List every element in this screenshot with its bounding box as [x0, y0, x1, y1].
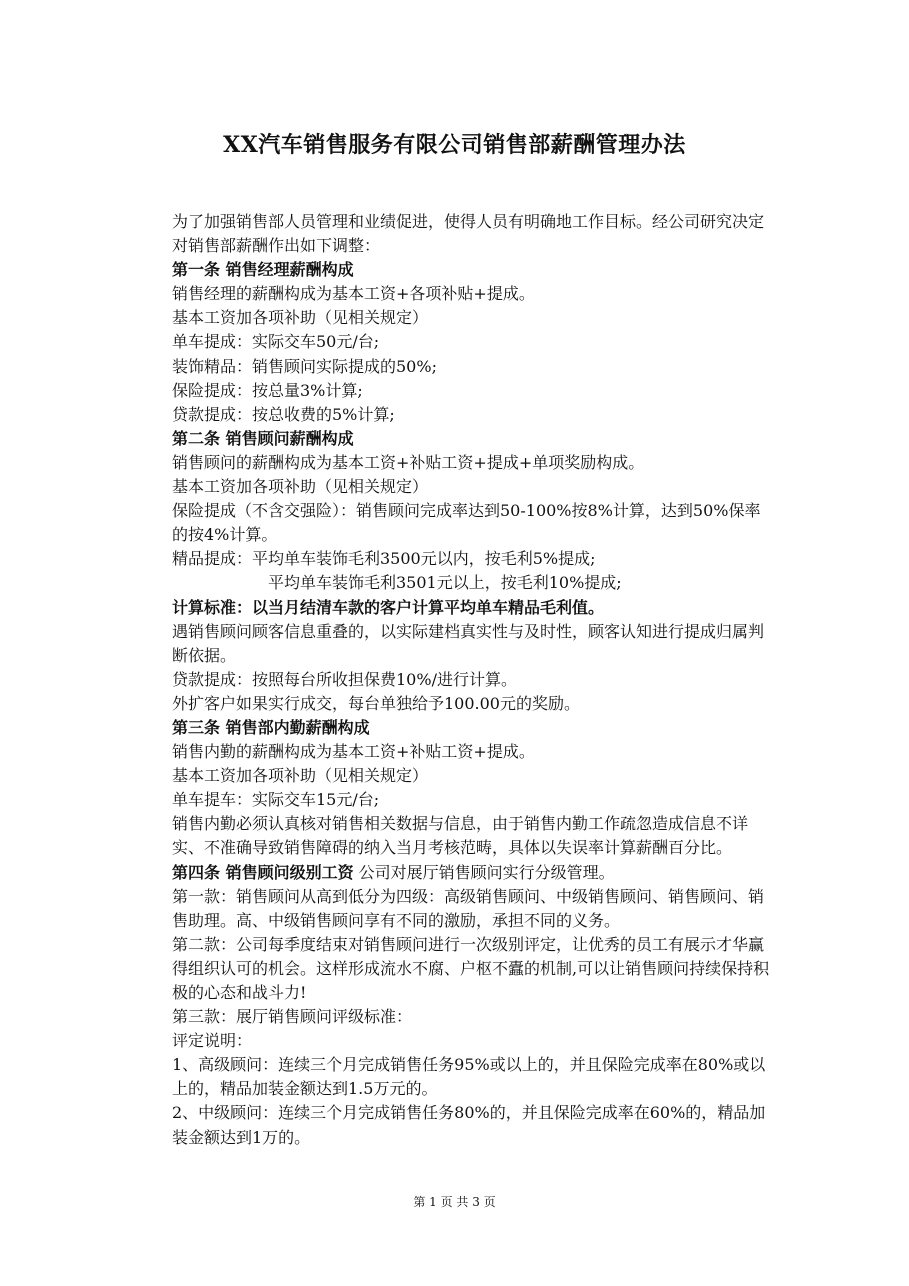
article3-line: 单车提车：实际交车15元/台; [172, 790, 380, 810]
article4-heading-rest: 公司对展厅销售顾问实行分级管理。 [353, 862, 615, 882]
document-title: XX汽车销售服务有限公司销售部薪酬管理办法 [223, 132, 686, 158]
article3-line: 基本工资加各项补助（见相关规定） [172, 766, 429, 786]
article2-line: 保险提成（不含交强险）：销售顾问完成率达到50-100%按8%计算，达到50%保率的按4%计算。 [172, 501, 761, 545]
article4-line: 1、高级顾问：连续三个月完成销售任务95%或以上的，并且保险完成率在80%或以上的，精品加装金额达到1.5万元的。 [172, 1055, 766, 1099]
calculation-standard: 计算标准：以当月结清车款的客户计算平均单车精品毛利值。 [172, 597, 605, 617]
article2-heading: 第二条 销售顾问薪酬构成 [172, 428, 354, 448]
article4-heading: 第四条 销售顾问级别工资 [172, 862, 354, 882]
article4-line: 第一款：销售顾问从高到低分为四级：高级销售顾问、中级销售顾问、销售顾问、销售助理。高、中级销售顾问享有不同的激励，承担不同的义务。 [172, 886, 765, 930]
article1-line: 贷款提成：按总收费的5%计算; [172, 404, 395, 424]
article2-line: 遇销售顾问顾客信息重叠的，以实际建档真实性与及时性，顾客认知进行提成归属判断依据。 [172, 621, 765, 665]
article3-heading: 第三条 销售部内勤薪酬构成 [172, 717, 370, 737]
article2-line: 平均单车装饰毛利3501元以上，按毛利10%提成; [268, 573, 622, 593]
article1-line: 单车提成：实际交车50元/台; [172, 332, 380, 352]
article1-line: 保险提成：按总量3%计算; [172, 380, 363, 400]
article2-line: 贷款提成：按照每台所收担保费10%/进行计算。 [172, 669, 517, 689]
article4-line: 第三款：展厅销售顾问评级标准： [172, 1007, 413, 1027]
article3-line: 销售内勤必须认真核对销售相关数据与信息，由于销售内勤工作疏忽造成信息不详实、不准确导致销售障碍的纳入当月考核范畴，具体以失误率计算薪酬百分比。 [172, 814, 749, 858]
document-body [140, 210, 776, 1150]
article4-line: 2、中级顾问：连续三个月完成销售任务80%的，并且保险完成率在60%的，精品加装金额达到1万的。 [172, 1103, 766, 1147]
article3-line: 销售内勤的薪酬构成为基本工资+补贴工资+提成。 [172, 742, 535, 762]
intro-paragraph: 为了加强销售部人员管理和业绩促进，使得人员有明确地工作目标。经公司研究决定对销售部薪酬作出如下调整： [172, 212, 765, 256]
article1-line: 装饰精品：销售顾问实际提成的50%; [172, 356, 437, 376]
article2-line: 精品提成：平均单车装饰毛利3500元以内，按毛利5%提成; [172, 549, 596, 569]
page-footer: 第 1 页 共 3 页 [413, 1195, 496, 1209]
article4-line: 评定说明： [172, 1031, 253, 1051]
article2-line: 销售顾问的薪酬构成为基本工资+补贴工资+提成+单项奖励构成。 [172, 452, 645, 472]
article1-line: 基本工资加各项补助（见相关规定） [172, 308, 429, 328]
article2-line: 外扩客户如果实行成交，每台单独给予100.00元的奖励。 [172, 693, 580, 713]
article4-line: 第二款：公司每季度结束对销售顾问进行一次级别评定，让优秀的员工有展示才华赢得组织认可的机会。这样形成流水不腐、户枢不蠹的机制,可以让销售顾问持续保持积极的心态和战斗力! [172, 934, 770, 1002]
article1-heading: 第一条 销售经理薪酬构成 [172, 260, 354, 280]
article1-line: 销售经理的薪酬构成为基本工资+各项补贴+提成。 [172, 284, 535, 304]
article2-line: 基本工资加各项补助（见相关规定） [172, 477, 429, 497]
article4-heading-line [140, 861, 776, 885]
